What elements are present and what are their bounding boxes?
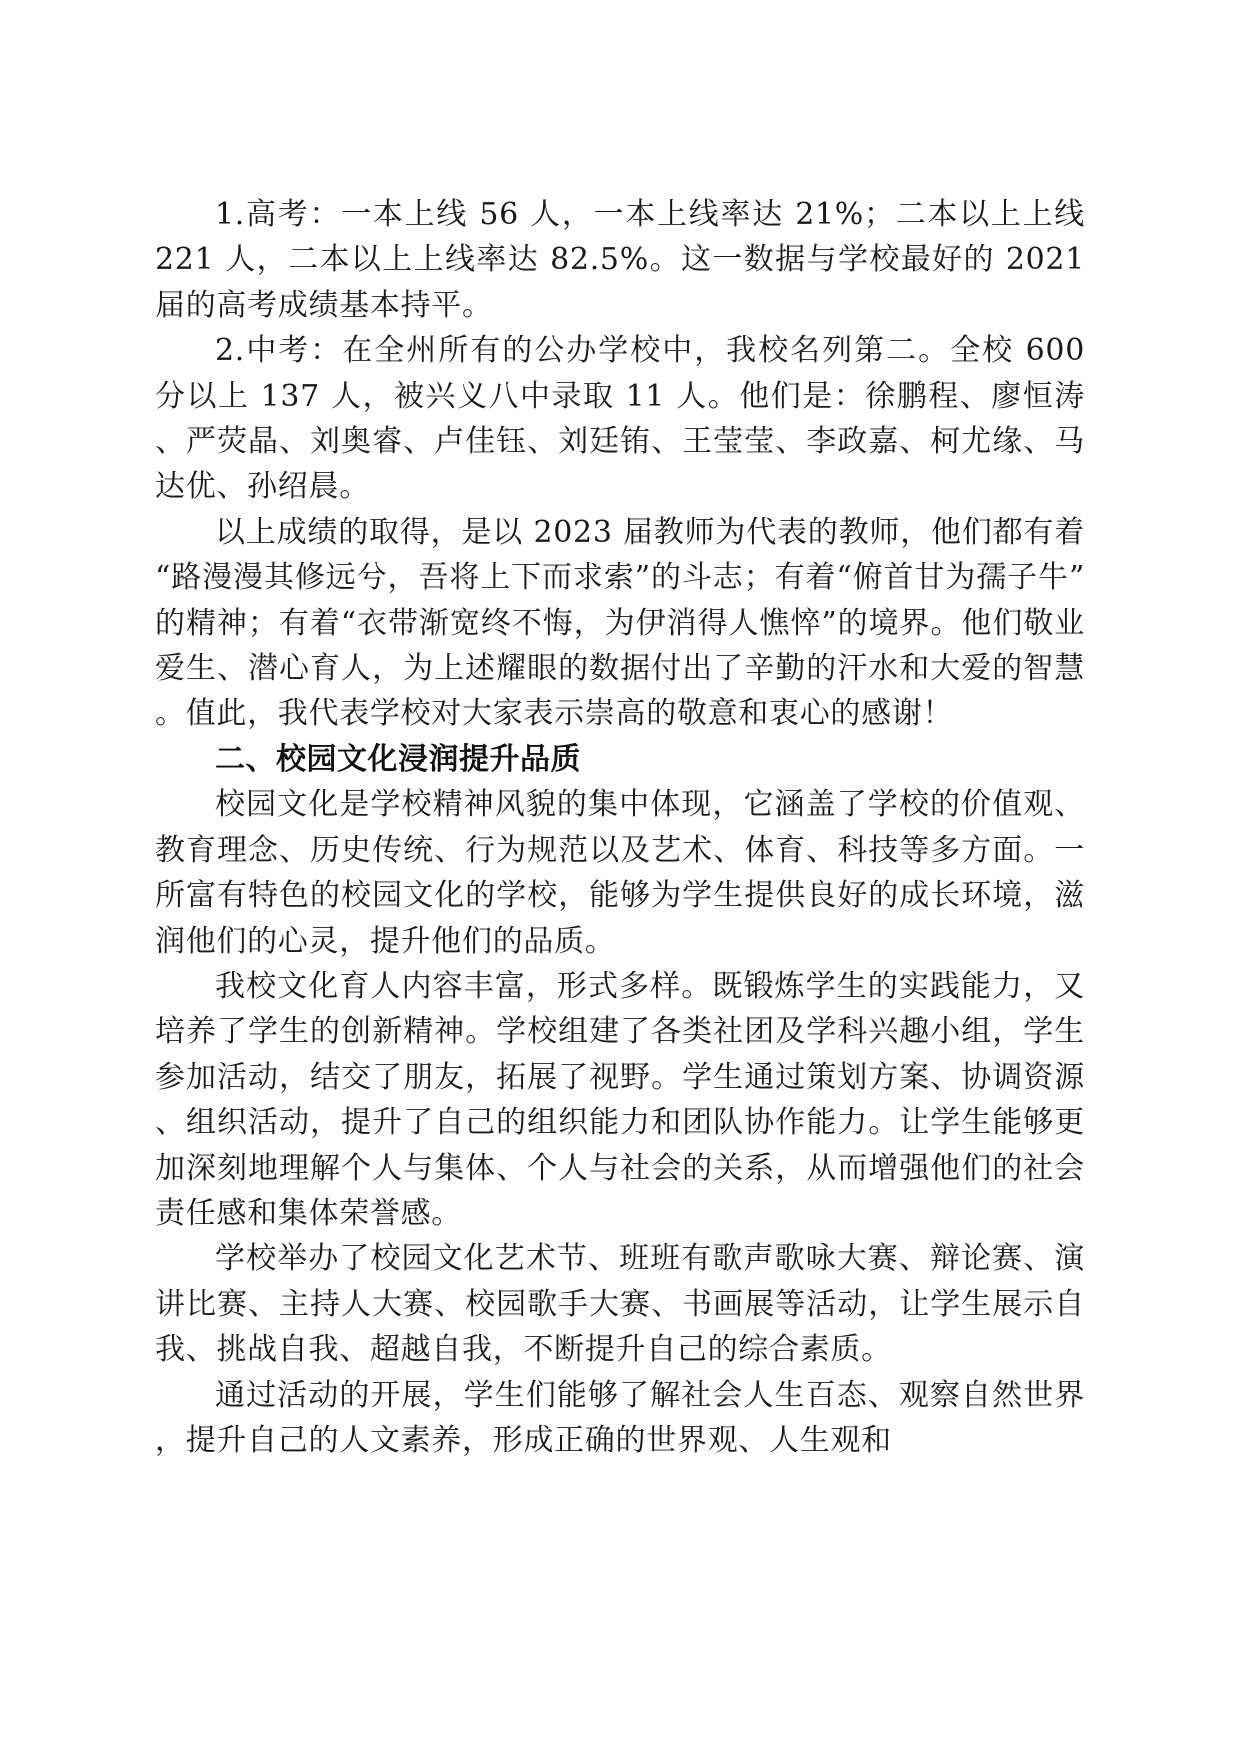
section-heading-campus-culture: 二、校园文化浸润提升品质: [215, 741, 581, 777]
paragraph-activity-outcomes: 通过活动的开展，学生们能够了解社会人生百态、观察自然世界，提升自己的人文素养，形成正确的世界观、人生观和: [155, 1377, 1085, 1458]
paragraph-culture-education: 我校文化育人内容丰富，形式多样。既锻炼学生的实践能力，又培养了学生的创新精神。学校组建了各类社团及学科兴趣小组，学生参加活动，结交了朋友，拓展了视野。学生通过策划方案、协调资源、组织活动，提升了自己的组织能力和团队协作能力。让学生能够更加深刻地理解个人与集体、个人与社会的关系，从而增强他们的社会责任感和集体荣誉感。: [155, 968, 1085, 1231]
paragraph-zhongkao-results: 2.中考：在全州所有的公办学校中，我校名列第二。全校 600 分以上 137 人，被兴义八中录取 11 人。他们是：徐鹏程、廖恒涛、严荧晶、刘奥睿、卢佳钰、刘廷铕、王莹莹、李政嘉、柯尤缘、马达优、孙绍晨。: [155, 333, 1085, 505]
paragraph-activities: 学校举办了校园文化艺术节、班班有歌声歌咏大赛、辩论赛、演讲比赛、主持人大赛、校园歌手大赛、书画展等活动，让学生展示自我、挑战自我、超越自我，不断提升自己的综合素质。: [155, 1241, 1085, 1368]
paragraph-teacher-thanks: 以上成绩的取得，是以 2023 届教师为代表的教师，他们都有着“路漫漫其修远兮，吾将上下而求索”的斗志；有着“俯首甘为孺子牛”的精神；有着“衣带渐宽终不悔，为伊消得人憔悴”的境界。他们敬业爱生、潜心育人，为上述耀眼的数据付出了辛勤的汗水和大爱的智慧。值此，我代表学校对大家表示崇高的敬意和衷心的感谢！: [155, 514, 1085, 732]
document-body: [155, 192, 1085, 1463]
paragraph-gaokao-results: 1.高考：一本上线 56 人，一本上线率达 21%；二本以上上线 221 人，二本以上上线率达 82.5%。这一数据与学校最好的 2021 届的高考成绩基本持平。: [155, 197, 1085, 323]
paragraph-culture-definition: 校园文化是学校精神风貌的集中体现，它涵盖了学校的价值观、教育理念、历史传统、行为规范以及艺术、体育、科技等多方面。一所富有特色的校园文化的学校，能够为学生提供良好的成长环境，滋润他们的心灵，提升他们的品质。: [155, 787, 1085, 959]
